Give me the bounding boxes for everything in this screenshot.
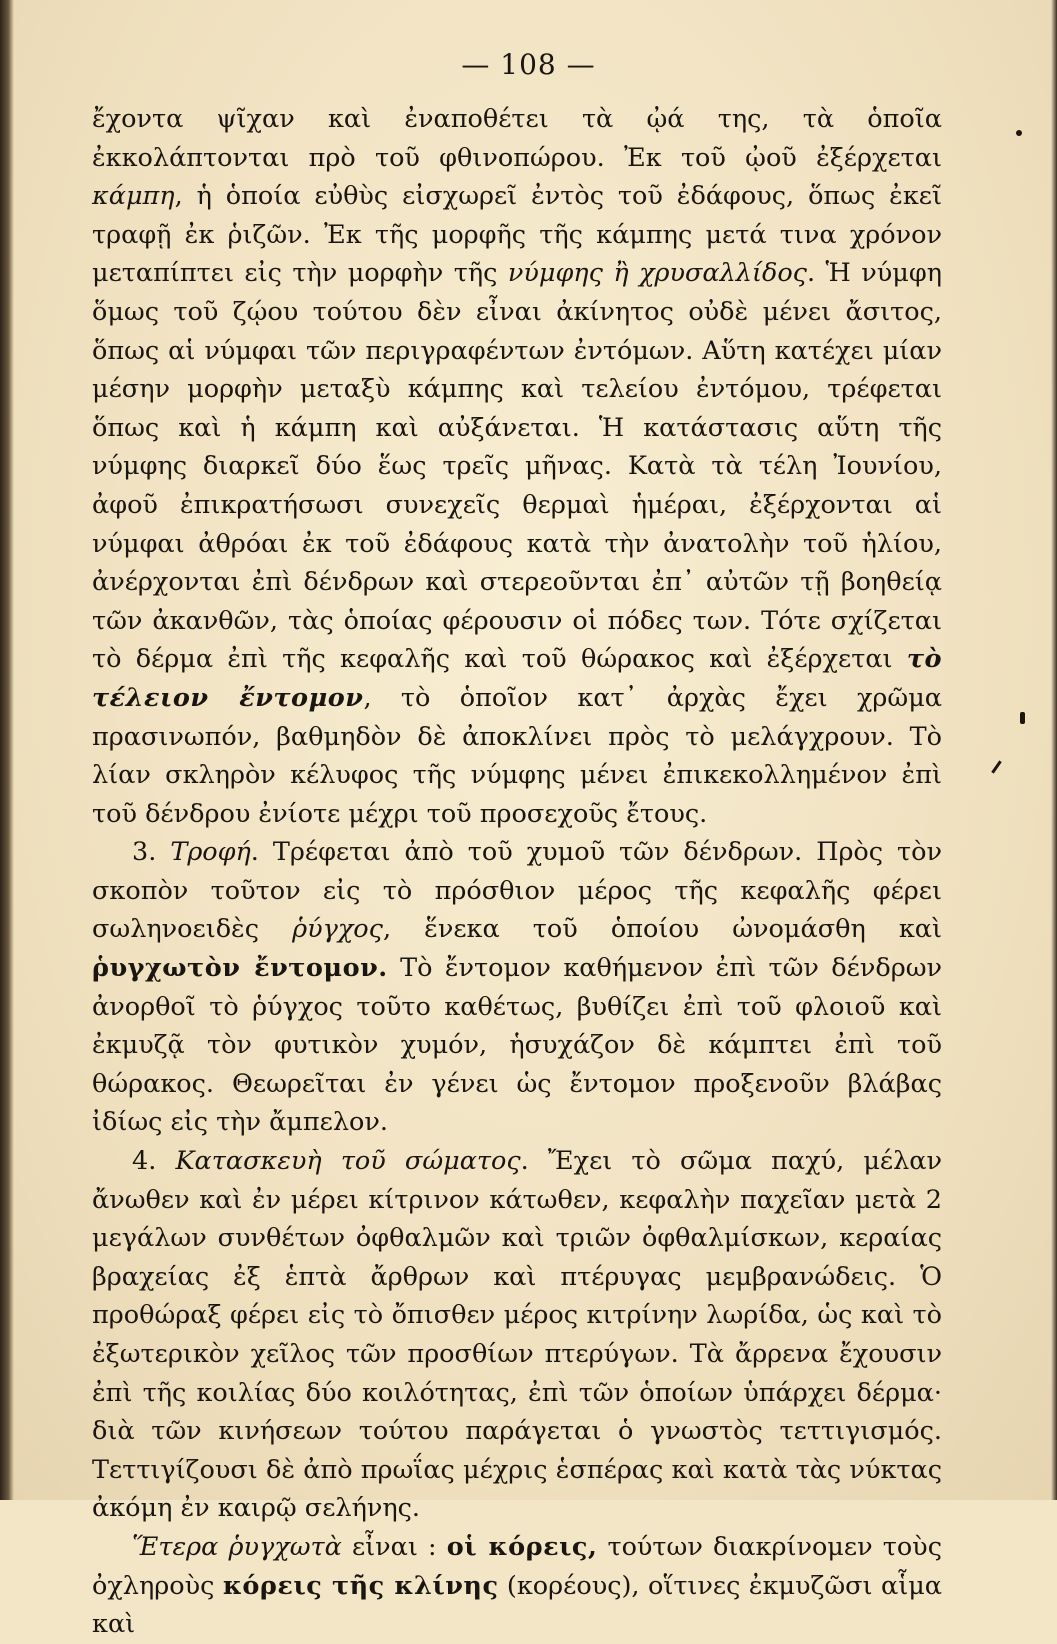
page-number: — 108 — — [461, 48, 596, 81]
text-segment: ἔχοντα ψῖχαν καὶ ἐναποθέτει τὰ ᾠά της, τὰ ὁποῖα ἐκκολάπτονται πρὸ τοῦ φθινοπώρου. Ἐκ τοῦ ᾠοῦ ἐξέρχεται — [92, 104, 942, 173]
paragraph-other-rhynchota — [92, 1528, 942, 1644]
text-segment: , ἕνεκα τοῦ ὁποίου ὠνομάσθη καὶ — [382, 914, 942, 945]
paragraph-nutrition — [92, 833, 942, 1142]
bold-term: κόρεις τῆς κλίνης — [222, 1570, 499, 1601]
page-edge-shadow-left — [0, 0, 14, 1500]
bold-italic-term: τὸ τέλειον ἔντομον — [92, 644, 942, 713]
paragraph-body-structure — [92, 1142, 942, 1528]
margin-mark — [1016, 130, 1022, 136]
text-segment: Τὸ ἔντομον καθήμενον ἐπὶ τῶν δένδρων ἀνορθοῖ τὸ ῥύγχος τοῦτο καθέτως, βυθίζει ἐπὶ τοῦ φλοιοῦ καὶ ἐκμυζᾷ τὸν φυτικὸν χυμόν, ἡσυχάζον δὲ κάμπτει ἐπὶ τοῦ θώρακος. Θεωρεῖται ἐν γένει ὡς ἔντομον προξενοῦν βλάβας ἰδίως εἰς τὴν ἄμπελον. — [92, 953, 942, 1138]
text-segment: τούτων διακρίνομεν τοὺς ὀχληροὺς — [92, 1531, 942, 1601]
bold-term: ῥυγχωτὸν ἔντομον. — [92, 953, 388, 984]
italic-term: κάμπη — [92, 181, 175, 212]
italic-term: Ἕτερα ῥυγχωτὰ — [132, 1531, 342, 1562]
text-segment: εἶναι : — [341, 1531, 447, 1562]
bold-term: οἱ κόρεις, — [446, 1531, 598, 1562]
italic-term: νύμφης ἢ χρυσαλλίδος — [507, 258, 807, 289]
italic-term: Τροφή — [170, 837, 251, 868]
page-edge-shadow-right — [1051, 0, 1057, 1500]
text-segment: , ἡ ὁποία εὐθὺς εἰσχωρεῖ ἐντὸς τοῦ ἐδάφους, ὅπως ἐκεῖ τραφῇ ἐκ ῥιζῶν. Ἐκ τῆς μορφῆς τῆς κάμπης μετά τινα χρόνον μεταπίπτει εἰς τὴν μορφὴν τῆς — [92, 181, 942, 289]
text-segment: . Τρέφεται ἀπὸ τοῦ χυμοῦ τῶν δένδρων. Πρὸς τὸν σκοπὸν τοῦτον εἰς τὸ πρόσθιον μέρος τῆς κεφαλῆς φέρει σωληνοειδὲς — [92, 837, 943, 945]
paragraph-cicada-development — [92, 100, 942, 833]
body-text — [92, 100, 942, 1644]
text-segment: 3. — [132, 837, 171, 868]
margin-mark — [1020, 712, 1025, 724]
italic-term: Κατασκευὴ τοῦ σώματος — [175, 1146, 521, 1177]
italic-term: ῥύγχος — [292, 914, 383, 945]
text-segment: (κορέους), οἵτινες ἐκμυζῶσι αἷμα καὶ — [92, 1570, 942, 1640]
text-segment: . Ἔχει τὸ σῶμα παχύ, μέλαν ἄνωθεν καὶ ἐν μέρει κίτρινον κάτωθεν, κεφαλὴν παχεῖαν μετὰ 2 μεγάλων συνθέτων ὀφθαλμῶν καὶ τριῶν ὀφθαλμίσκων, κεραίας βραχείας ἐξ ἑπτὰ ἄρθρων καὶ πτέρυγας μεμβρανώδεις. Ὁ προθώραξ φέρει εἰς τὸ ὄπισθεν μέρος κιτρίνην λωρίδα, ὡς καὶ τὸ ἐξωτερικὸν χεῖλος τῶν προσθίων πτερύγων. Τὰ ἄρρενα ἔχουσιν ἐπὶ τῆς κοιλίας δύο κοιλότητας, ἐπὶ τῶν ὁποίων ὑπάρχει δέρμα· διὰ τῶν κινήσεων τούτου παράγεται ὁ γνωστὸς τεττιγισμός. Τεττιγίζουσι δὲ ἀπὸ πρωΐας μέχρις ἑσπέρας καὶ κατὰ τὰς νύκτας ἀκόμη ἐν καιρῷ σελήνης. — [92, 1146, 942, 1524]
text-segment: 4. — [132, 1146, 176, 1177]
text-segment: , τὸ ὁποῖον κατ᾽ ἀρχὰς ἔχει χρῶμα πρασινωπόν, βαθμηδὸν δὲ ἀποκλίνει πρὸς τὸ μελάγχρουν. Τὸ λίαν σκληρὸν κέλυφος τῆς νύμφης μένει ἐπικεκολλημένον ἐπὶ τοῦ δένδρου ἐνίοτε μέχρι τοῦ προσεχοῦς ἔτους. — [92, 682, 942, 829]
margin-mark — [991, 760, 1001, 773]
text-segment: . Ἡ νύμφη ὅμως τοῦ ζῴου τούτου δὲν εἶναι ἀκίνητος οὐδὲ μένει ἄσιτος, ὅπως αἱ νύμφαι τῶν περιγραφέντων ἐντόμων. Αὕτη κατέχει μίαν μέσην μορφὴν μεταξὺ κάμπης καὶ τελείου ἐντόμου, τρέφεται ὅπως καὶ ἡ κάμπη καὶ αὐξάνεται. Ἡ κατάστασις αὕτη τῆς νύμφης διαρκεῖ δύο ἕως τρεῖς μῆνας. Κατὰ τὰ τέλη Ἰουνίου, ἀφοῦ ἐπικρατήσωσι συνεχεῖς θερμαὶ ἡμέραι, ἐξέρχονται αἱ νύμφαι ἀθρόαι ἐκ τοῦ ἐδάφους κατὰ τὴν ἀνατολὴν τοῦ ἡλίου, ἀνέρχονται ἐπὶ δένδρων καὶ στερεοῦνται ἐπ᾽ αὐτῶν τῇ βοηθείᾳ τῶν ἀκανθῶν, τὰς ὁποίας φέρουσιν οἱ πόδες των. Τότε σχίζεται τὸ δέρμα ἐπὶ τῆς κεφαλῆς καὶ τοῦ θώρακος καὶ ἐξέρχεται — [92, 258, 942, 675]
